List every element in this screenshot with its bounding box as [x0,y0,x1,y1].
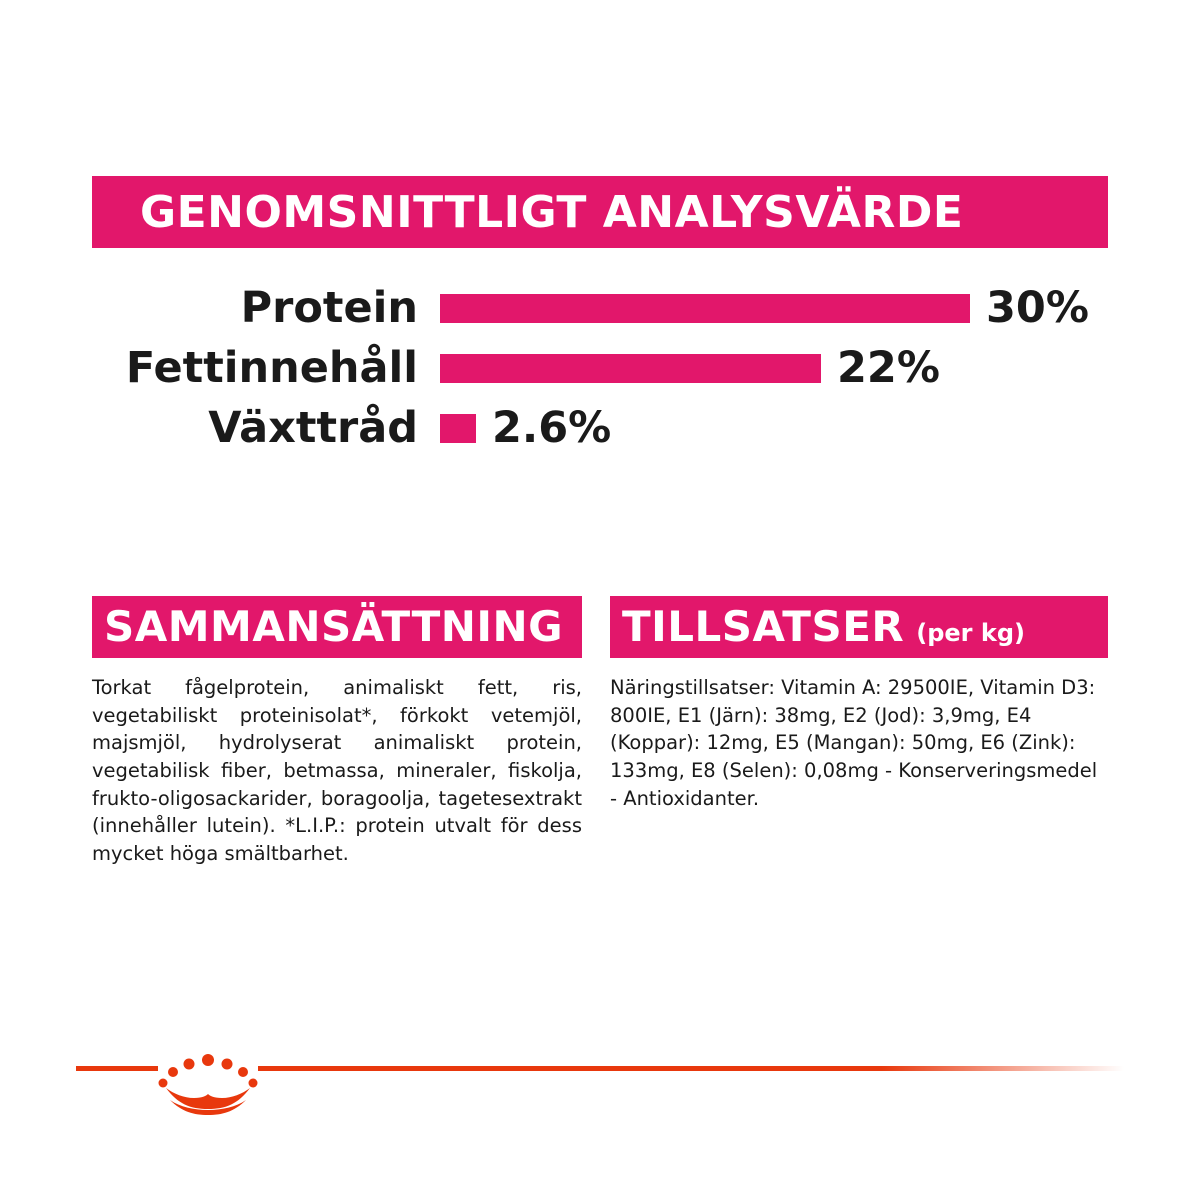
chart-bar-fat [440,354,821,383]
additives-text: Näringstillsatser: Vitamin A: 29500IE, Vitamin D3: 800IE, E1 (Järn): 38mg, E2 (Jod): 3,9mg, E4 (Koppar): 12mg, E5 (Mangan): 50mg, E6 (Zink): 133mg, E8 (Selen): 0,08mg - Konserveringsmedel - Antioxidanter. [610,676,1098,810]
composition-text: Torkat fågelprotein, animaliskt fett, ris, vegetabiliskt proteinisolat*, förkokt vetemjöl, majsmjöl, hydrolyserat animaliskt protein, vegetabilisk fiber, betmassa, mineraler, fiskolja, frukto-oligosackarider, boragoolja, tagetesextrakt (innehåller lutein). *L.I.P.: protein utvalt för dess mycket höga smältbarhet. [92,676,582,866]
footer-rule-left [76,1066,158,1071]
chart-row [92,400,1108,456]
chart-row [92,340,1108,396]
additives-header-bar [610,596,1108,658]
chart-value-fat: 22% [837,343,940,393]
composition-header-title: SAMMANSÄTTNING [104,602,564,651]
chart-bar-wrap-fat [440,343,1108,393]
composition-section [92,596,582,868]
analysis-header-bar [92,176,1108,248]
royal-canin-crown-icon [156,1054,260,1116]
chart-label-fat: Fettinnehåll [125,343,418,393]
chart-bar-wrap-protein [440,283,1108,333]
chart-bar-protein [440,294,970,323]
chart-value-protein: 30% [986,283,1089,333]
chart-row [92,280,1108,336]
footer-rule-right [258,1066,1124,1071]
additives-header-subtitle: (per kg) [916,619,1025,647]
chart-label-fibre: Växttråd [208,403,418,453]
chart-bar-fibre [440,414,476,443]
additives-section [610,596,1108,812]
analysis-header-title: GENOMSNITTLIGT ANALYSVÄRDE [140,186,964,238]
chart-bar-wrap-fibre [440,403,1108,453]
footer [0,1054,1200,1144]
chart-label-protein: Protein [240,283,418,333]
chart-value-fibre: 2.6% [492,403,612,453]
additives-header-title: TILLSATSER [622,602,905,651]
composition-header-bar [92,596,582,658]
analysis-bar-chart [92,280,1108,460]
